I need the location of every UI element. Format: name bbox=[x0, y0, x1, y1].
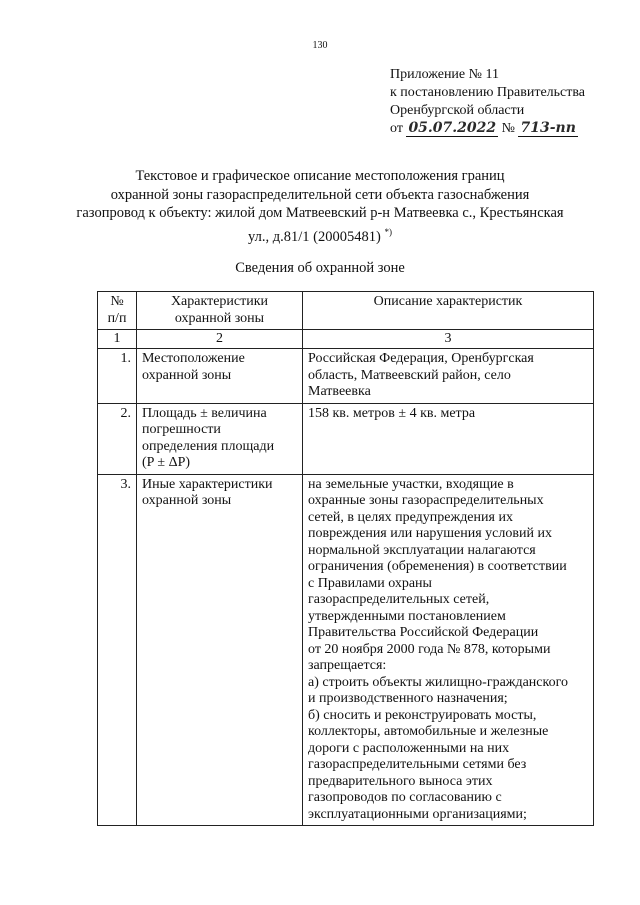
title-line: охранной зоны газораспределительной сети объекта газоснабжения bbox=[110, 186, 530, 203]
cell-line: Российская Федерация, Оренбургская bbox=[308, 351, 534, 366]
cell-line: Иные характеристики bbox=[142, 476, 273, 492]
table-index-row bbox=[98, 330, 594, 349]
cell-line: сетей, в целях предупреждения их bbox=[308, 509, 513, 525]
document-title bbox=[60, 167, 580, 246]
cell-line: утвержденными постановлением bbox=[308, 608, 506, 624]
page-number: 130 bbox=[312, 40, 328, 51]
cell-line: коллекторы, автомобильные и железные bbox=[308, 724, 549, 739]
table-row bbox=[98, 474, 594, 826]
cell-line: (P ± ΔP) bbox=[142, 455, 191, 470]
header-text: Описание характеристик bbox=[373, 294, 523, 309]
row-description bbox=[303, 474, 594, 826]
title-line bbox=[60, 223, 580, 246]
cell-line: охранной зоны bbox=[142, 367, 232, 383]
cell-line: запрещается: bbox=[308, 658, 387, 673]
appendix-title: Приложение № 11 bbox=[390, 67, 499, 82]
cell-line: охранной зоны bbox=[142, 493, 232, 508]
row-number: 1. bbox=[98, 349, 137, 404]
cell-line: погрешности bbox=[142, 422, 221, 437]
cell-line: с Правилами охраны bbox=[308, 575, 432, 591]
cell-line: Площадь ± величина bbox=[142, 405, 267, 421]
header-cell-characteristic bbox=[137, 292, 303, 330]
cell-line: повреждения или нарушения условий их bbox=[308, 526, 552, 541]
title-line: Текстовое и графическое описание местоположения границ bbox=[135, 168, 505, 184]
cell-line: охранные зоны газораспределительных bbox=[308, 493, 544, 508]
table-row bbox=[98, 349, 594, 404]
cell-line: нормальной эксплуатации налагаются bbox=[308, 542, 536, 558]
cell-line: газопроводов по согласованию с bbox=[308, 790, 502, 805]
header-cell-number bbox=[98, 292, 137, 330]
cell-line: Матвеевка bbox=[308, 384, 371, 399]
title-line-text: ул., д.81/1 (20005481) bbox=[248, 228, 381, 245]
index-cell: 2 bbox=[137, 330, 303, 349]
cell-line: область, Матвеевский район, село bbox=[308, 367, 511, 383]
section-subtitle: Сведения об охранной зоне bbox=[235, 260, 405, 276]
header-cell-description bbox=[303, 292, 594, 330]
cell-line: б) сносить и реконструировать мосты, bbox=[308, 707, 537, 723]
header-text: п/п bbox=[107, 310, 127, 326]
row-characteristic bbox=[137, 474, 303, 826]
cell-line: от 20 ноября 2000 года № 878, которыми bbox=[308, 641, 551, 657]
cell-line: 158 кв. метров ± 4 кв. метра bbox=[308, 405, 476, 421]
title-line: газопровод к объекту: жилой дом Матвеевский р-н Матвеевка с., Крестьянская bbox=[76, 205, 564, 221]
cell-line: на земельные участки, входящие в bbox=[308, 476, 514, 492]
footnote-mark: *) bbox=[384, 226, 392, 237]
appendix-block bbox=[390, 66, 585, 138]
cell-line: и производственного назначения; bbox=[308, 691, 508, 706]
row-description bbox=[303, 403, 594, 474]
appendix-line-resolution: к постановлению Правительства bbox=[390, 85, 586, 100]
index-cell: 3 bbox=[303, 330, 594, 349]
cell-line: ограничения (обременения) в соответствии bbox=[308, 559, 567, 574]
table-header-row bbox=[98, 292, 594, 330]
cell-line: дороги с расположенными на них bbox=[308, 740, 510, 756]
number-prefix: № bbox=[501, 121, 515, 136]
cell-line: а) строить объекты жилищно-гражданского bbox=[308, 674, 568, 690]
row-number: 3. bbox=[98, 474, 137, 826]
appendix-line-region: Оренбургской области bbox=[390, 103, 525, 118]
cell-line: газораспределительных сетей, bbox=[308, 592, 490, 607]
cell-line: определения площади bbox=[142, 438, 275, 454]
cell-line: Местоположение bbox=[142, 351, 245, 366]
handwritten-number: 713-пп bbox=[520, 120, 576, 136]
header-text: № bbox=[110, 294, 124, 309]
row-characteristic bbox=[137, 349, 303, 404]
cell-line: эксплуатационными организациями; bbox=[308, 806, 527, 822]
index-cell: 1 bbox=[98, 330, 137, 349]
table-row bbox=[98, 403, 594, 474]
header-text: Характеристики bbox=[170, 294, 269, 309]
date-prefix: от bbox=[390, 121, 403, 136]
cell-line: Правительства Российской Федерации bbox=[308, 625, 539, 640]
row-characteristic bbox=[137, 403, 303, 474]
zone-info-table bbox=[97, 291, 594, 826]
appendix-date-line bbox=[390, 120, 585, 138]
row-description bbox=[303, 349, 594, 404]
header-text: охранной зоны bbox=[174, 310, 265, 326]
cell-line: предварительного выноса этих bbox=[308, 773, 493, 789]
row-number: 2. bbox=[98, 403, 137, 474]
handwritten-date: 05.07.2022 bbox=[408, 120, 497, 136]
cell-line: газораспределительными сетями без bbox=[308, 757, 527, 772]
